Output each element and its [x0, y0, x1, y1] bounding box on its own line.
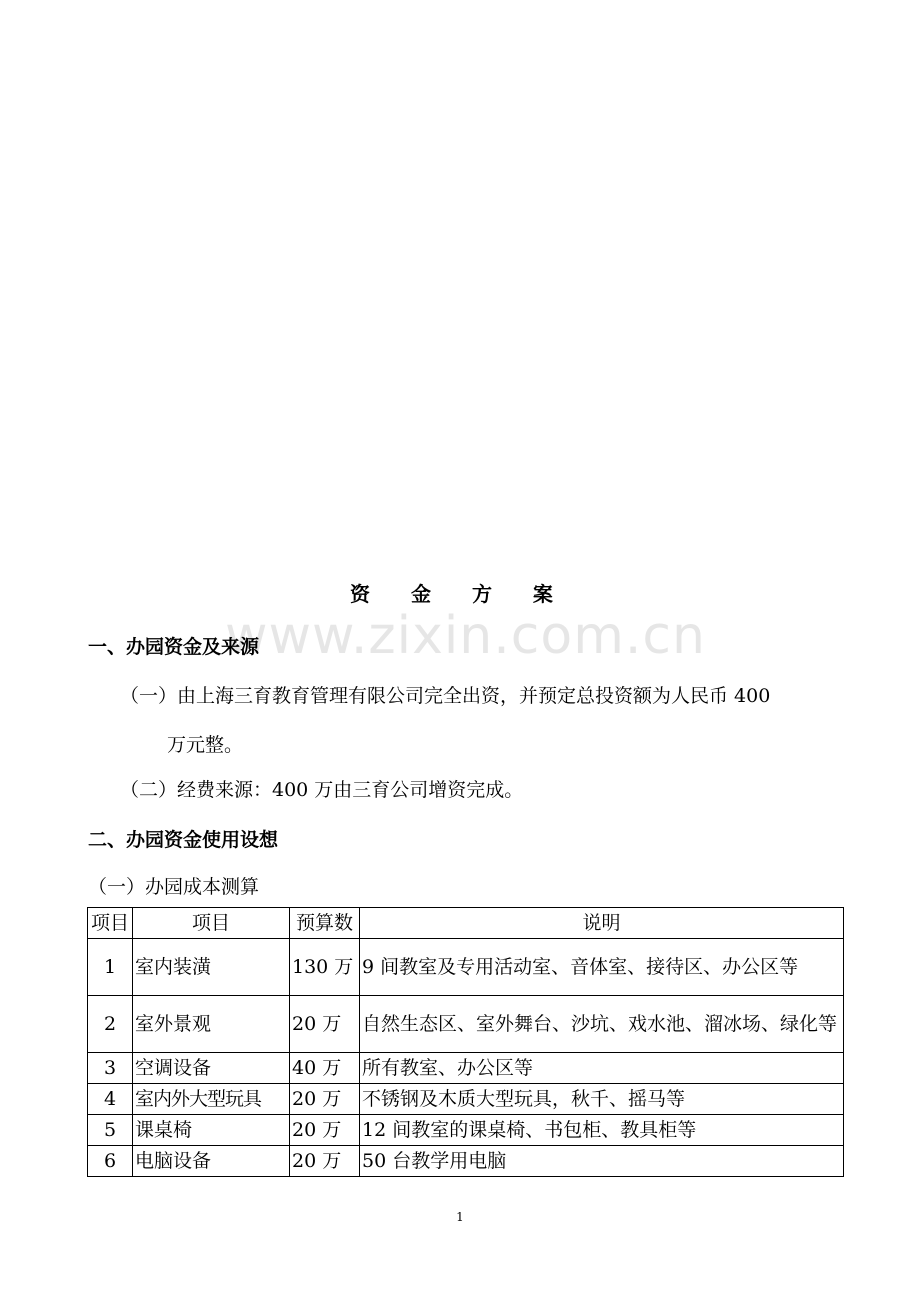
- section-heading-fund-usage: 二、办园资金使用设想: [88, 829, 279, 851]
- cell-no: 1: [88, 939, 133, 996]
- header-item: 项目: [133, 908, 290, 939]
- cell-item: 空调设备: [133, 1053, 290, 1084]
- cell-note: 12 间教室的课桌椅、书包柜、教具柜等: [360, 1115, 844, 1146]
- cell-budget: 20 万: [290, 996, 360, 1053]
- header-note: 说明: [360, 908, 844, 939]
- cell-note: 9 间教室及专用活动室、音体室、接待区、办公区等: [360, 939, 844, 996]
- paragraph-item1-line2: 万元整。: [167, 734, 244, 756]
- cell-budget: 20 万: [290, 1115, 360, 1146]
- cell-no: 5: [88, 1115, 133, 1146]
- cell-note: 自然生态区、室外舞台、沙坑、戏水池、溜冰场、绿化等: [360, 996, 844, 1053]
- header-no: 项目: [88, 908, 133, 939]
- paragraph-item1-line1: （一）由上海三育教育管理有限公司完全出资，并预定总投资额为人民币 400: [120, 685, 771, 707]
- budget-table: [87, 907, 844, 1177]
- cell-item: 课桌椅: [133, 1115, 290, 1146]
- cell-no: 4: [88, 1084, 133, 1115]
- table-row: [88, 1115, 844, 1146]
- cell-item: 室内装潢: [133, 939, 290, 996]
- table-row: [88, 996, 844, 1053]
- table-row: [88, 1084, 844, 1115]
- watermark-text: www.zixin.com.cn: [225, 606, 706, 666]
- section-heading-funding-source: 一、办园资金及来源: [88, 636, 260, 658]
- cell-budget: 20 万: [290, 1084, 360, 1115]
- header-budget: 预算数: [290, 908, 360, 939]
- table-row: [88, 1053, 844, 1084]
- paragraph-item2: （二）经费来源：400 万由三育公司增资完成。: [120, 779, 524, 801]
- cell-budget: 130 万: [290, 939, 360, 996]
- document-title: 资 金 方 案: [350, 582, 570, 606]
- table-row: [88, 1146, 844, 1177]
- cell-item: 电脑设备: [133, 1146, 290, 1177]
- table-header-row: [88, 908, 844, 939]
- cell-no: 6: [88, 1146, 133, 1177]
- cell-item: 室内外大型玩具: [133, 1084, 290, 1115]
- cell-no: 2: [88, 996, 133, 1053]
- page-number: 1: [456, 1210, 464, 1224]
- subsection-cost-estimate: （一）办园成本测算: [88, 876, 260, 898]
- cell-note: 所有教室、办公区等: [360, 1053, 844, 1084]
- cell-budget: 20 万: [290, 1146, 360, 1177]
- cell-item: 室外景观: [133, 996, 290, 1053]
- cell-budget: 40 万: [290, 1053, 360, 1084]
- cell-no: 3: [88, 1053, 133, 1084]
- table-row: [88, 939, 844, 996]
- cell-note: 不锈钢及木质大型玩具，秋千、摇马等: [360, 1084, 844, 1115]
- cell-note: 50 台教学用电脑: [360, 1146, 844, 1177]
